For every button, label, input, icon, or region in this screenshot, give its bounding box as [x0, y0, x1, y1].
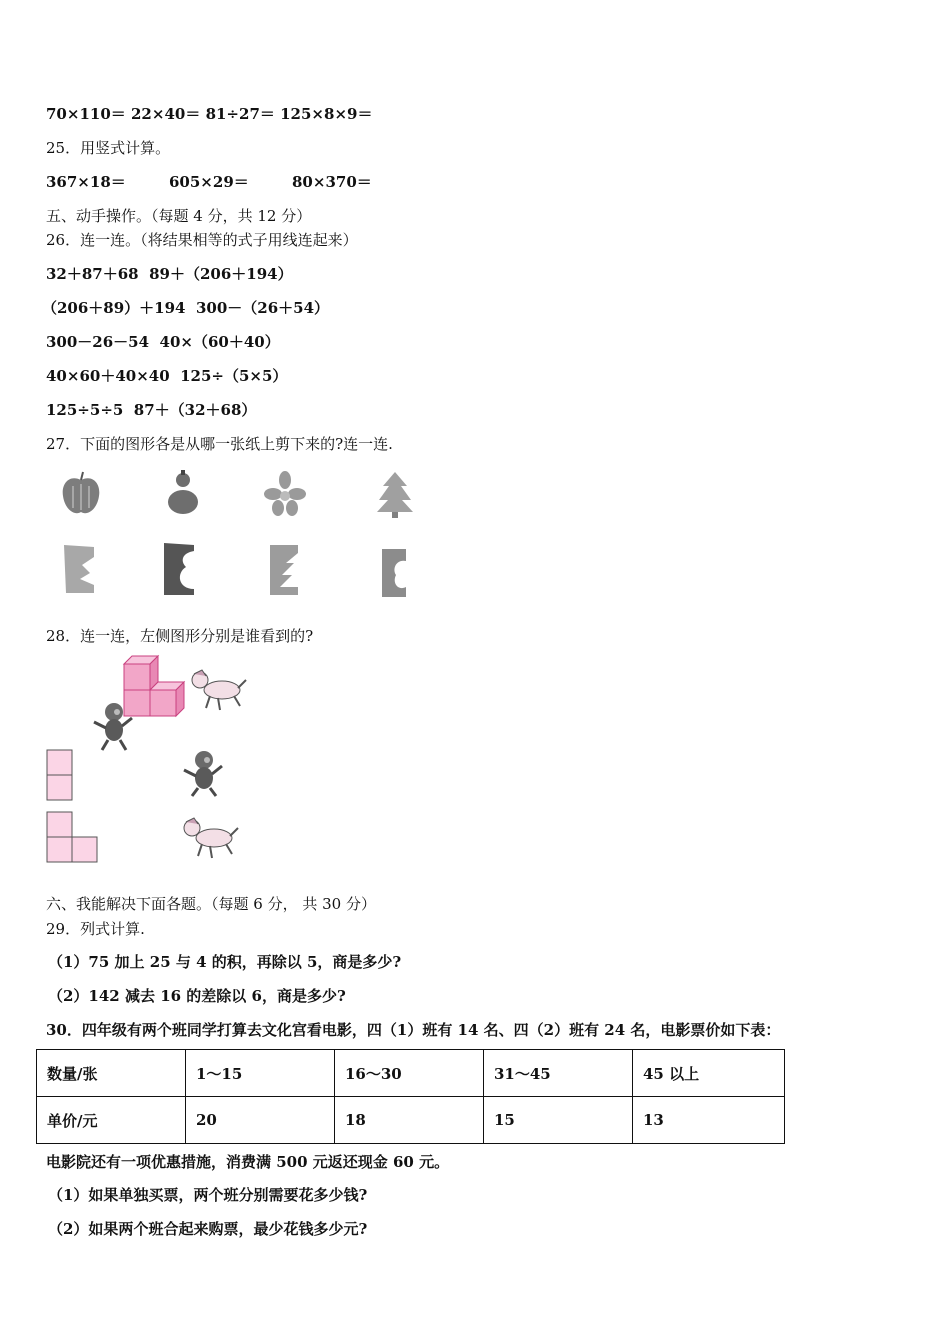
- table-cell: 16～30: [335, 1050, 484, 1097]
- table-cell: 45 以上: [633, 1050, 785, 1097]
- q26-right: 125÷（5×5）: [180, 367, 288, 385]
- monkey-icon: [184, 751, 222, 796]
- q26-row: [46, 263, 293, 284]
- q24-expr: 70×110＝: [46, 105, 126, 123]
- q27-title: 27．下面的图形各是从哪一张纸上剪下来的?连一连.: [46, 435, 393, 453]
- ticket-price-table: [36, 1049, 785, 1144]
- q25-item: 367×18＝: [46, 173, 126, 191]
- q28-title: 28．连一连，左侧图形分别是谁看到的?: [46, 627, 314, 645]
- q26-right: 300－（26＋54）: [195, 299, 330, 317]
- q30-note: 电影院还有一项优惠措施，消费满 500 元返还现金 60 元。: [46, 1153, 450, 1171]
- q30-item-1: （1）如果单独买票，两个班分别需要花多少钱?: [48, 1186, 368, 1204]
- q27-papers-row: [60, 543, 420, 599]
- q26-left: （206＋89）＋194: [42, 299, 186, 317]
- q30-title: 30．四年级有两个班同学打算去文化宫看电影，四（1）班有 14 名、四（2）班有 24 名，电影票价如下表：: [46, 1021, 781, 1039]
- section-5-title: 五、动手操作。（每题 4 分，共 12 分）: [46, 207, 312, 225]
- table-cell: 15: [484, 1097, 633, 1144]
- apple-shape-icon: [63, 472, 100, 513]
- q24-expr: 22×40＝: [131, 105, 201, 123]
- paper-tree-cutout-icon: [270, 545, 298, 595]
- tree-shape-icon: [377, 472, 413, 518]
- q25-item: 605×29＝: [169, 173, 249, 191]
- q28-figure: [40, 650, 270, 865]
- two-squares-vertical-shape: [47, 750, 72, 800]
- stacked-cubes-figure: [124, 656, 184, 716]
- q27-shapes-row: [55, 468, 425, 520]
- q29-item-2: （2）142 减去 16 的差除以 6，商是多少?: [48, 987, 346, 1005]
- table-cell: 20: [186, 1097, 335, 1144]
- q26-left: 125÷5÷5: [46, 401, 124, 419]
- q25-title: 25．用竖式计算。: [46, 139, 171, 157]
- q24-expr: 125×8×9＝: [280, 105, 373, 123]
- q26-left: 300－26－54: [46, 333, 150, 351]
- flower-shape-icon: [264, 471, 306, 516]
- paper-apple-cutout-icon: [382, 549, 406, 597]
- q26-right: 87＋（32＋68）: [133, 401, 257, 419]
- l-shape-three-squares: [47, 812, 97, 862]
- gourd-shape-icon: [168, 470, 198, 514]
- q26-left: 40×60＋40×40: [46, 367, 170, 385]
- table-cell: 单价/元: [37, 1097, 186, 1144]
- q25-item: 80×370＝: [292, 173, 372, 191]
- table-cell: 1～15: [186, 1050, 335, 1097]
- table-cell: 18: [335, 1097, 484, 1144]
- q26-row: [46, 365, 287, 386]
- dog-icon: [192, 670, 246, 710]
- q29-title: 29．列式计算.: [46, 920, 145, 938]
- table-row: [37, 1097, 785, 1144]
- q24-expr: 81÷27＝: [205, 105, 275, 123]
- q26-right: 40×（60＋40）: [159, 333, 280, 351]
- paper-gourd-cutout-icon: [164, 543, 194, 595]
- q26-row: [46, 331, 280, 352]
- table-cell: 13: [633, 1097, 785, 1144]
- section-6-title: 六、我能解决下面各题。（每题 6 分， 共 30 分）: [46, 895, 376, 913]
- q29-item-1: （1）75 加上 25 与 4 的积，再除以 5，商是多少?: [48, 953, 402, 971]
- table-cell: 31～45: [484, 1050, 633, 1097]
- q26-row: [46, 399, 256, 420]
- dog-icon: [184, 818, 238, 858]
- paper-star-cutout-icon: [64, 545, 94, 593]
- q26-row: [42, 297, 329, 318]
- q26-title: 26．连一连。（将结果相等的式子用线连起来）: [46, 231, 358, 249]
- q26-left: 32＋87＋68: [46, 265, 139, 283]
- table-cell: 数量/张: [37, 1050, 186, 1097]
- q24-oral-line: [46, 103, 372, 124]
- q25-items: [46, 171, 372, 192]
- q26-right: 89＋（206＋194）: [149, 265, 293, 283]
- table-row: [37, 1050, 785, 1097]
- q30-item-2: （2）如果两个班合起来购票，最少花钱多少元?: [48, 1220, 368, 1238]
